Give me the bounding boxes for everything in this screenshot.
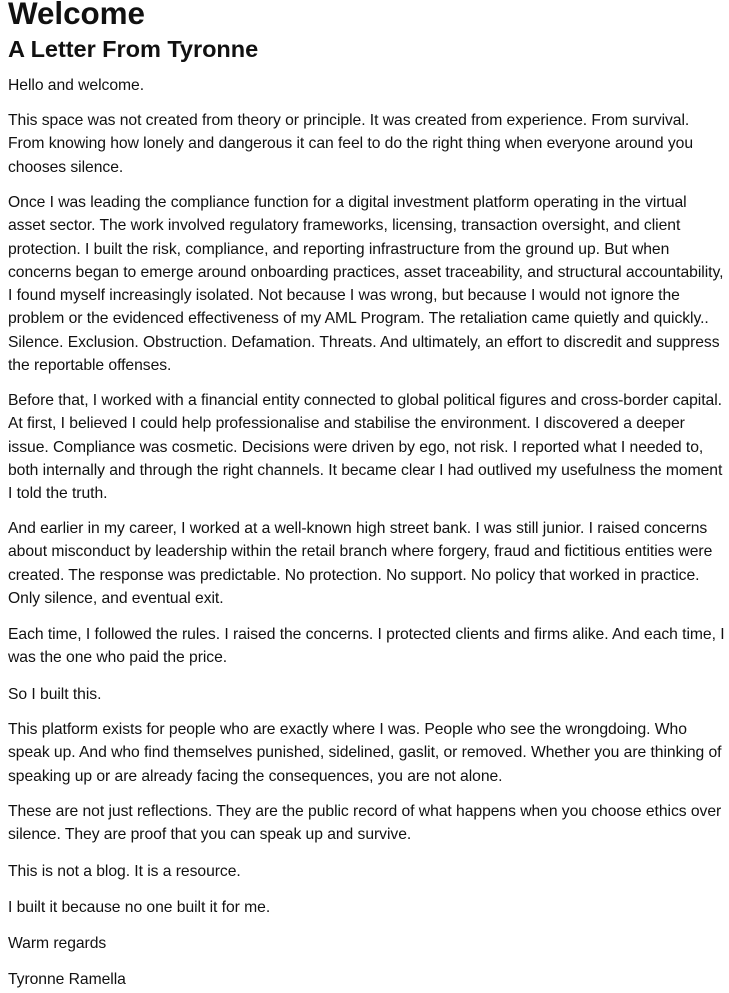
signature-name: Tyronne Ramella bbox=[8, 971, 126, 988]
paragraph-each-time: Each time, I followed the rules. I raised the concerns. I protected clients and firms alike. And each time, I was the one who paid the price. bbox=[8, 626, 725, 667]
sign-off: Warm regards bbox=[8, 935, 107, 952]
paragraph-compliance-role: Once I was leading the compliance function for a digital investment platform operating in the virtual asset sector. The work involved regulatory frameworks, licensing, transaction oversight, and client protection. I built the risk, compliance, and reporting infrastructure from the ground up. But when concerns began to emerge around onboarding practices, asset traceability, and structural accountability, I found myself increasingly isolated. Not because I was wrong, but because I would not ignore the problem or the evidenced effectiveness of my AML Program. The retaliation came quietly and quickly.. Silence. Exclusion. Obstruction. Defamation. Threats. And ultimately, an effort to discredit and suppress the reportable offenses. bbox=[8, 194, 724, 375]
paragraph-financial-entity: Before that, I worked with a financial entity connected to global political figures and cross-border capital. At first, I believed I could help professionalise and stabilise the environment. I discovered a deeper issue. Compliance was cosmetic. Decisions were driven by ego, not risk. I reported what I needed to, both internally and through the right channels. It became clear I had outlived my usefulness the moment I told the truth. bbox=[8, 392, 723, 503]
paragraph-built-this: So I built this. bbox=[8, 686, 102, 703]
paragraph-platform-purpose: This platform exists for people who are exactly where I was. People who see the wrongdoing. Who speak up. And who find themselves punished, sidelined, gaslit, or removed. Whether you are thinking of speaking up or are already facing the consequences, you are not alone. bbox=[8, 721, 722, 785]
paragraph-origin: This space was not created from theory or principle. It was created from experience. From survival. From knowing how lonely and dangerous it can feel to do the right thing when everyone around you chooses silence. bbox=[8, 112, 694, 176]
page-title: Welcome bbox=[8, 0, 145, 31]
paragraph-greeting: Hello and welcome. bbox=[8, 77, 144, 94]
letter-title: A Letter From Tyronne bbox=[8, 36, 259, 62]
paragraph-high-street-bank: And earlier in my career, I worked at a well-known high street bank. I was still junior. I raised concerns about misconduct by leadership within the retail branch where forgery, fraud and fictitious entities were created. The response was predictable. No protection. No support. No policy that worked in practice. Only silence, and eventual exit. bbox=[8, 520, 713, 607]
paragraph-resource: This is not a blog. It is a resource. bbox=[8, 863, 241, 880]
paragraph-built-for-me: I built it because no one built it for me. bbox=[8, 899, 271, 916]
paragraph-reflections: These are not just reflections. They are the public record of what happens when you choose ethics over silence. They are proof that you can speak up and survive. bbox=[8, 803, 722, 844]
